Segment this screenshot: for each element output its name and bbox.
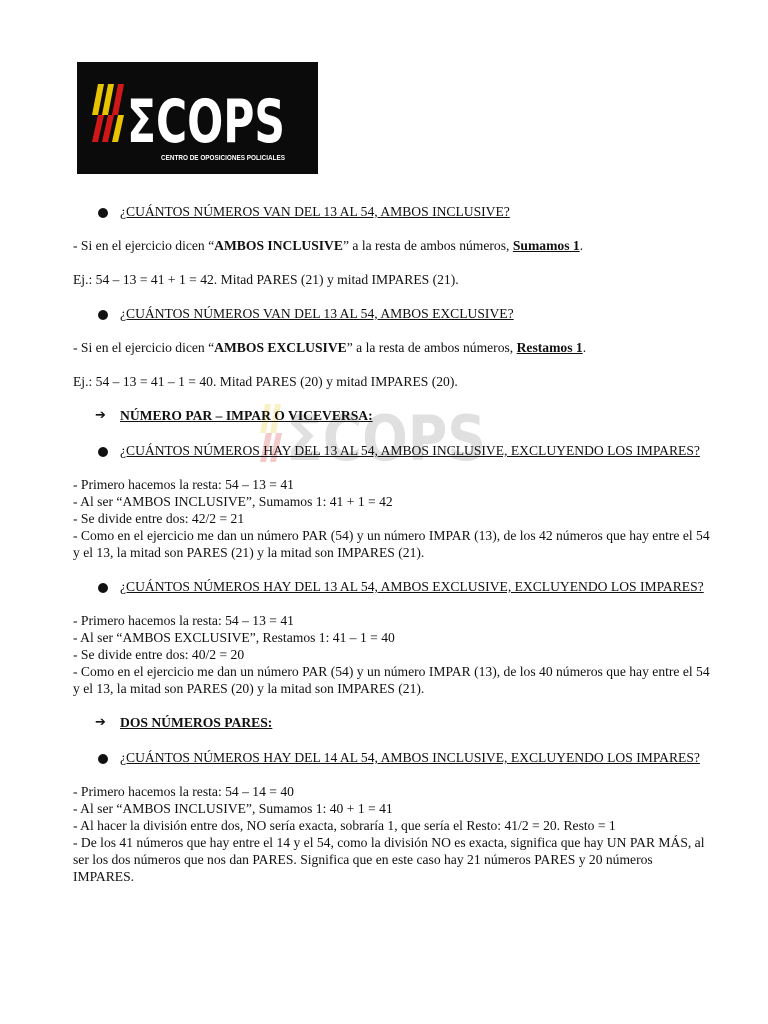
logo-tagline: CENTRO DE OPOSICIONES POLICIALES <box>161 155 286 162</box>
bullet-dot-icon <box>98 208 108 218</box>
question-1: ¿CUÁNTOS NÚMEROS VAN DEL 13 AL 54, AMBOS INCLUSIVE? <box>73 203 713 220</box>
logo-brand: ΣCOPS <box>127 87 285 157</box>
question-4: ¿CUÁNTOS NÚMEROS HAY DEL 13 AL 54, AMBOS EXCLUSIVE, EXCLUYENDO LOS IMPARES? <box>73 578 713 595</box>
document-body <box>73 200 713 885</box>
bullet-dot-icon <box>98 754 108 764</box>
rule-1: - Si en el ejercicio dicen “AMBOS INCLUSIVE” a la resta de ambos números, Sumamos 1. <box>73 238 584 253</box>
answer-4: - Primero hacemos la resta: 54 – 13 = 41 - Al ser “AMBOS EXCLUSIVE”, Restamos 1: 41 – 1 = 40 - Se divide entre dos: 40/2 = 20 - Como en el ejercicio me dan un número PAR (54) y un número IMPAR (13), de los 40 números que hay entre el 54 y el 13, la mitad son PARES (20) y la mitad son IMPARES (21). <box>73 613 710 696</box>
rule-2: - Si en el ejercicio dicen “AMBOS EXCLUSIVE” a la resta de ambos números, Restamos 1. <box>73 340 587 355</box>
question-2: ¿CUÁNTOS NÚMEROS VAN DEL 13 AL 54, AMBOS EXCLUSIVE? <box>73 305 713 322</box>
watermark-brand: ΣCOPS <box>286 402 486 468</box>
heading-par-impar: ➔ NÚMERO PAR – IMPAR O VICEVERSA: <box>95 408 373 423</box>
example-2: Ej.: 54 – 13 = 41 – 1 = 40. Mitad PARES (20) y mitad IMPARES (20). <box>73 374 458 389</box>
ecops-logo <box>77 62 318 174</box>
answer-5: - Primero hacemos la resta: 54 – 14 = 40 - Al ser “AMBOS INCLUSIVE”, Sumamos 1: 40 + 1 = 41 - Al hacer la división entre dos, NO sería exacta, sobraría 1, que sería el Resto: 41/2 = 20. Resto = 1 - De los 41 números que hay entre el 14 y el 54, como la división NO es exacta, significa que hay UN PAR MÁS, al ser los dos números que nos dan PARES. Significa que en este caso hay 21 números PARES y 20 números IMPARES. <box>73 784 705 884</box>
example-1: Ej.: 54 – 13 = 41 + 1 = 42. Mitad PARES (21) y mitad IMPARES (21). <box>73 272 459 287</box>
question-5: ¿CUÁNTOS NÚMEROS HAY DEL 14 AL 54, AMBOS INCLUSIVE, EXCLUYENDO LOS IMPARES? <box>73 749 713 766</box>
heading-dos-pares: ➔ DOS NÚMEROS PARES: <box>95 715 273 730</box>
arrow-right-icon: ➔ <box>95 715 106 730</box>
bullet-dot-icon <box>98 447 108 457</box>
bullet-dot-icon <box>98 583 108 593</box>
arrow-right-icon: ➔ <box>95 408 106 423</box>
question-3: ¿CUÁNTOS NÚMEROS HAY DEL 13 AL 54, AMBOS INCLUSIVE, EXCLUYENDO LOS IMPARES? <box>73 442 713 459</box>
answer-3: - Primero hacemos la resta: 54 – 13 = 41 - Al ser “AMBOS INCLUSIVE”, Sumamos 1: 41 + 1 = 42 - Se divide entre dos: 42/2 = 21 - Como en el ejercicio me dan un número PAR (54) y un número IMPAR (13), de los 42 números que hay entre el 54 y el 13, la mitad son PARES (21) y la mitad son IMPARES (21). <box>73 477 710 560</box>
bullet-dot-icon <box>98 310 108 320</box>
